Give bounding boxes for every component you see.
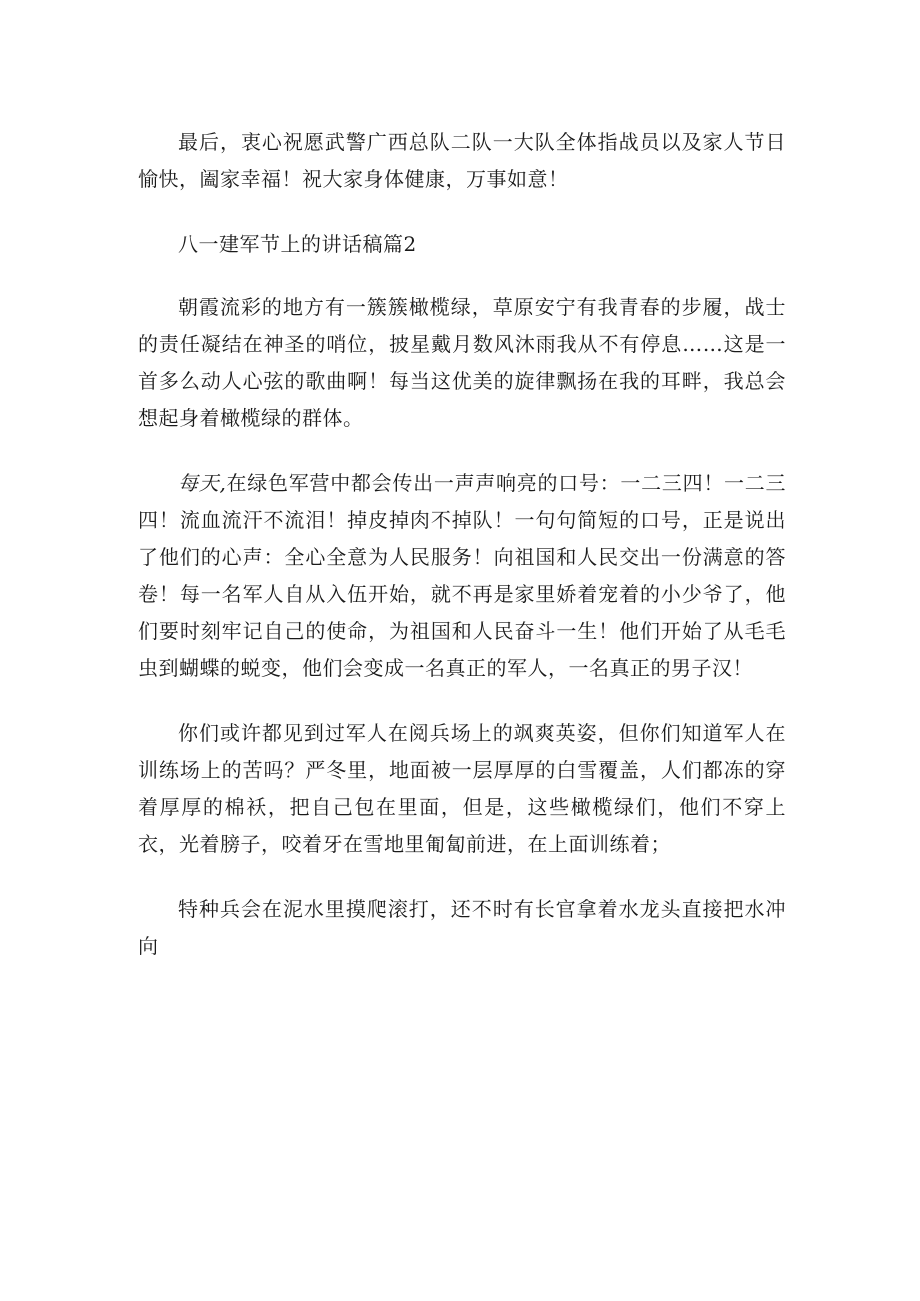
paragraph-4: 特种兵会在泥水里摸爬滚打，还不时有长官拿着水龙头直接把水冲向 [138,897,786,958]
paragraph-2-lead: 每天, [178,471,227,495]
paragraph-2 [138,465,786,687]
paragraph-1: 朝霞流彩的地方有一簇簇橄榄绿，草原安宁有我青春的步履，战士的责任凝结在神圣的哨位，披星戴月数风沐雨我从不有停息……这是一首多么动人心弦的歌曲啊！每当这优美的旋律飘扬在我的耳畔，我总会想起身着橄榄绿的群体。 [138,295,786,430]
paragraph-3: 你们或许都见到过军人在阅兵场上的飒爽英姿，但你们知道军人在训练场上的苦吗？严冬里，地面被一层厚厚的白雪覆盖，人们都冻的穿着厚厚的棉袄，把自己包在里面，但是，这些橄榄绿们，他们不穿上衣，光着膀子，咬着牙在雪地里匍匐前进，在上面训练着； [138,721,786,856]
document-body [138,124,786,993]
section-title: 八一建军节上的讲话稿篇2 [178,232,417,256]
closing-paragraph: 最后，衷心祝愿武警广西总队二队一大队全体指战员以及家人节日愉快，阖家幸福！祝大家身体健康，万事如意！ [138,130,786,191]
paragraph-2-body: 在绿色军营中都会传出一声声响亮的口号：一二三四！一二三四！流血流汗不流泪！掉皮掉肉不掉队！一句句简短的口号，正是说出了他们的心声：全心全意为人民服务！向祖国和人民交出一份满意的答卷！每一名军人自从入伍开始，就不再是家里娇着宠着的小少爷了，他们要时刻牢记自己的使命，为祖国和人民奋斗一生！他们开始了从毛毛虫到蝴蝶的蜕变，他们会变成一名真正的军人，一名真正的男子汉！ [138,471,787,680]
